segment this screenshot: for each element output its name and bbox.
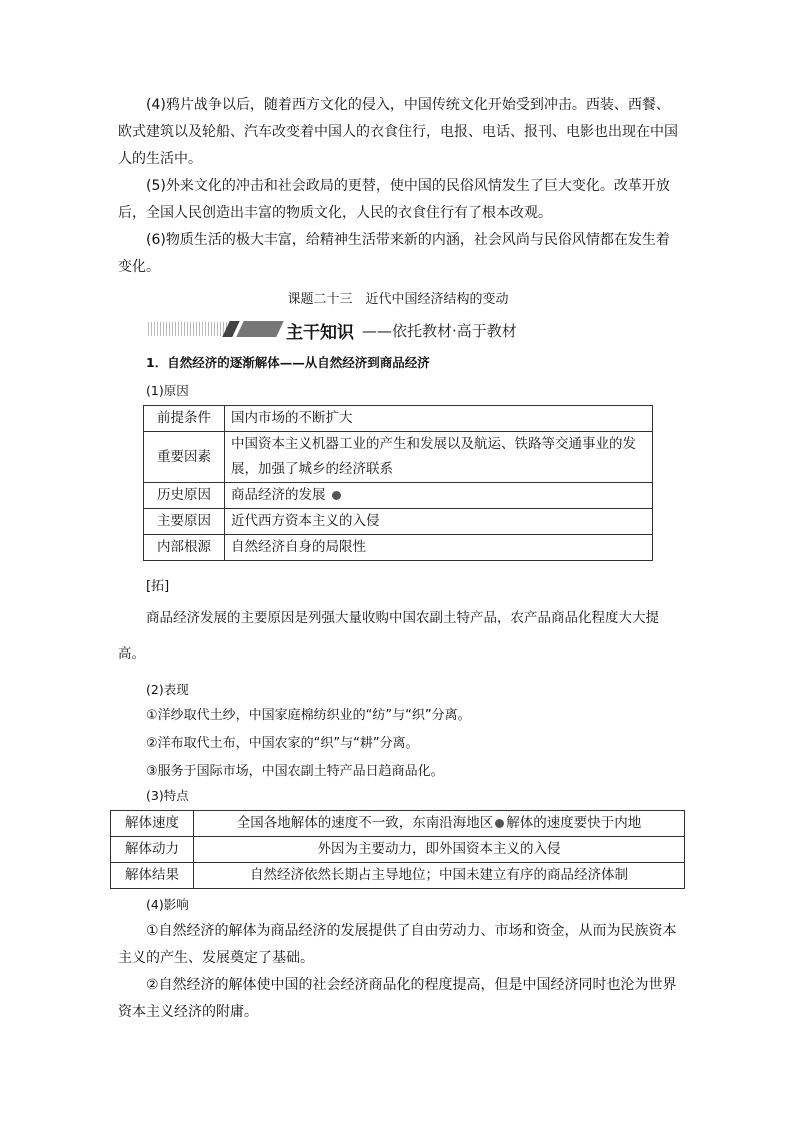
table-key: 主要原因 [144,509,225,535]
banner-subtitle: ——依托教材·高于教材 [362,322,517,340]
intro-paragraph-5: (5)外来文化的冲击和社会政局的更替，使中国的民俗风情发生了巨大变化。改革开放后，全国人民创造出丰富的物质文化，人民的衣食住行有了根本改观。 [118,178,670,221]
intro-paragraph-6: (6)物质生活的极大丰富，给精神生活带来新的内涵，社会风尚与民俗风情都在发生着变化。 [118,232,670,275]
table-value [194,811,685,837]
subheading-causes: (1)原因 [146,383,189,398]
table-value-part: 全国各地解体的速度不一致，东南沿海地区 [236,815,494,831]
table-row [144,432,653,483]
subheading-features: (3)特点 [146,788,189,803]
table-key: 前提条件 [144,406,225,432]
table-value-with-marker [225,483,653,509]
manifest-item: ②洋布取代土布，中国农家的“织”与“耕”分离。 [146,736,419,751]
table-row [111,811,685,837]
subheading-manifest: (2)表现 [146,682,189,697]
extension-label: [拓] [146,579,170,594]
lesson-title: 课题二十三 近代中国经济结构的变动 [287,292,509,307]
table-row [144,509,653,535]
table-value: 中国资本主义机器工业的产生和发展以及航运、铁路等交通事业的发展，加强了城乡的经济联系 [225,432,653,483]
manifest-item: ③服务于国际市场，中国农副土特产品日趋商品化。 [146,764,444,779]
table-row [144,483,653,509]
annotation-marker-icon [495,819,504,828]
table-key: 内部根源 [144,535,225,561]
table-key: 重要因素 [144,432,225,483]
table-value: 自然经济自身的局限性 [225,535,653,561]
table-value: 自然经济依然长期占主导地位；中国未建立有序的商品经济体制 [194,863,685,889]
section-heading: 1．自然经济的逐渐解体——从自然经济到商品经济 [146,355,430,370]
subheading-impact: (4)影响 [146,897,189,912]
table-row [111,863,685,889]
annotation-marker-icon [332,491,341,500]
causes-table [143,405,653,561]
banner-stripe [148,322,230,336]
banner-slash [236,321,283,337]
table-value: 近代西方资本主义的入侵 [225,509,653,535]
table-value: 国内市场的不断扩大 [225,406,653,432]
table-key: 解体速度 [111,811,194,837]
table-row [111,837,685,863]
table-value: 外因为主要动力，即外国资本主义的入侵 [194,837,685,863]
table-row [144,535,653,561]
impact-item: ②自然经济的解体使中国的社会经济商品化的程度提高，但是中国经济同时也沦为世界资本主义经济的附庸。 [118,977,677,1020]
impact-item: ①自然经济的解体为商品经济的发展提供了自由劳动力、市场和资金，从而为民族资本主义的产生、发展奠定了基础。 [118,923,677,966]
extension-text: 商品经济发展的主要原因是列强大量收购中国农副土特产品，农产品商品化程度大大提高。 [118,610,659,662]
table-row [144,406,653,432]
manifest-item: ①洋纱取代土纱，中国家庭棉纺织业的“纺”与“织”分离。 [146,708,471,723]
features-table [110,810,685,889]
banner-title: 主干知识 [286,323,354,343]
section-banner [148,318,668,342]
table-value-part: 解体的速度要快于内地 [506,815,642,831]
intro-paragraph-4: (4)鸦片战争以后，随着西方文化的侵入，中国传统文化开始受到冲击。西装、西餐、欧式建筑以及轮船、汽车改变着中国人的衣食住行，电报、电话、报刊、电影也出现在中国人的生活中。 [118,97,678,167]
table-key: 解体动力 [111,837,194,863]
table-key: 历史原因 [144,483,225,509]
table-value: 商品经济的发展 [231,487,326,503]
table-key: 解体结果 [111,863,194,889]
